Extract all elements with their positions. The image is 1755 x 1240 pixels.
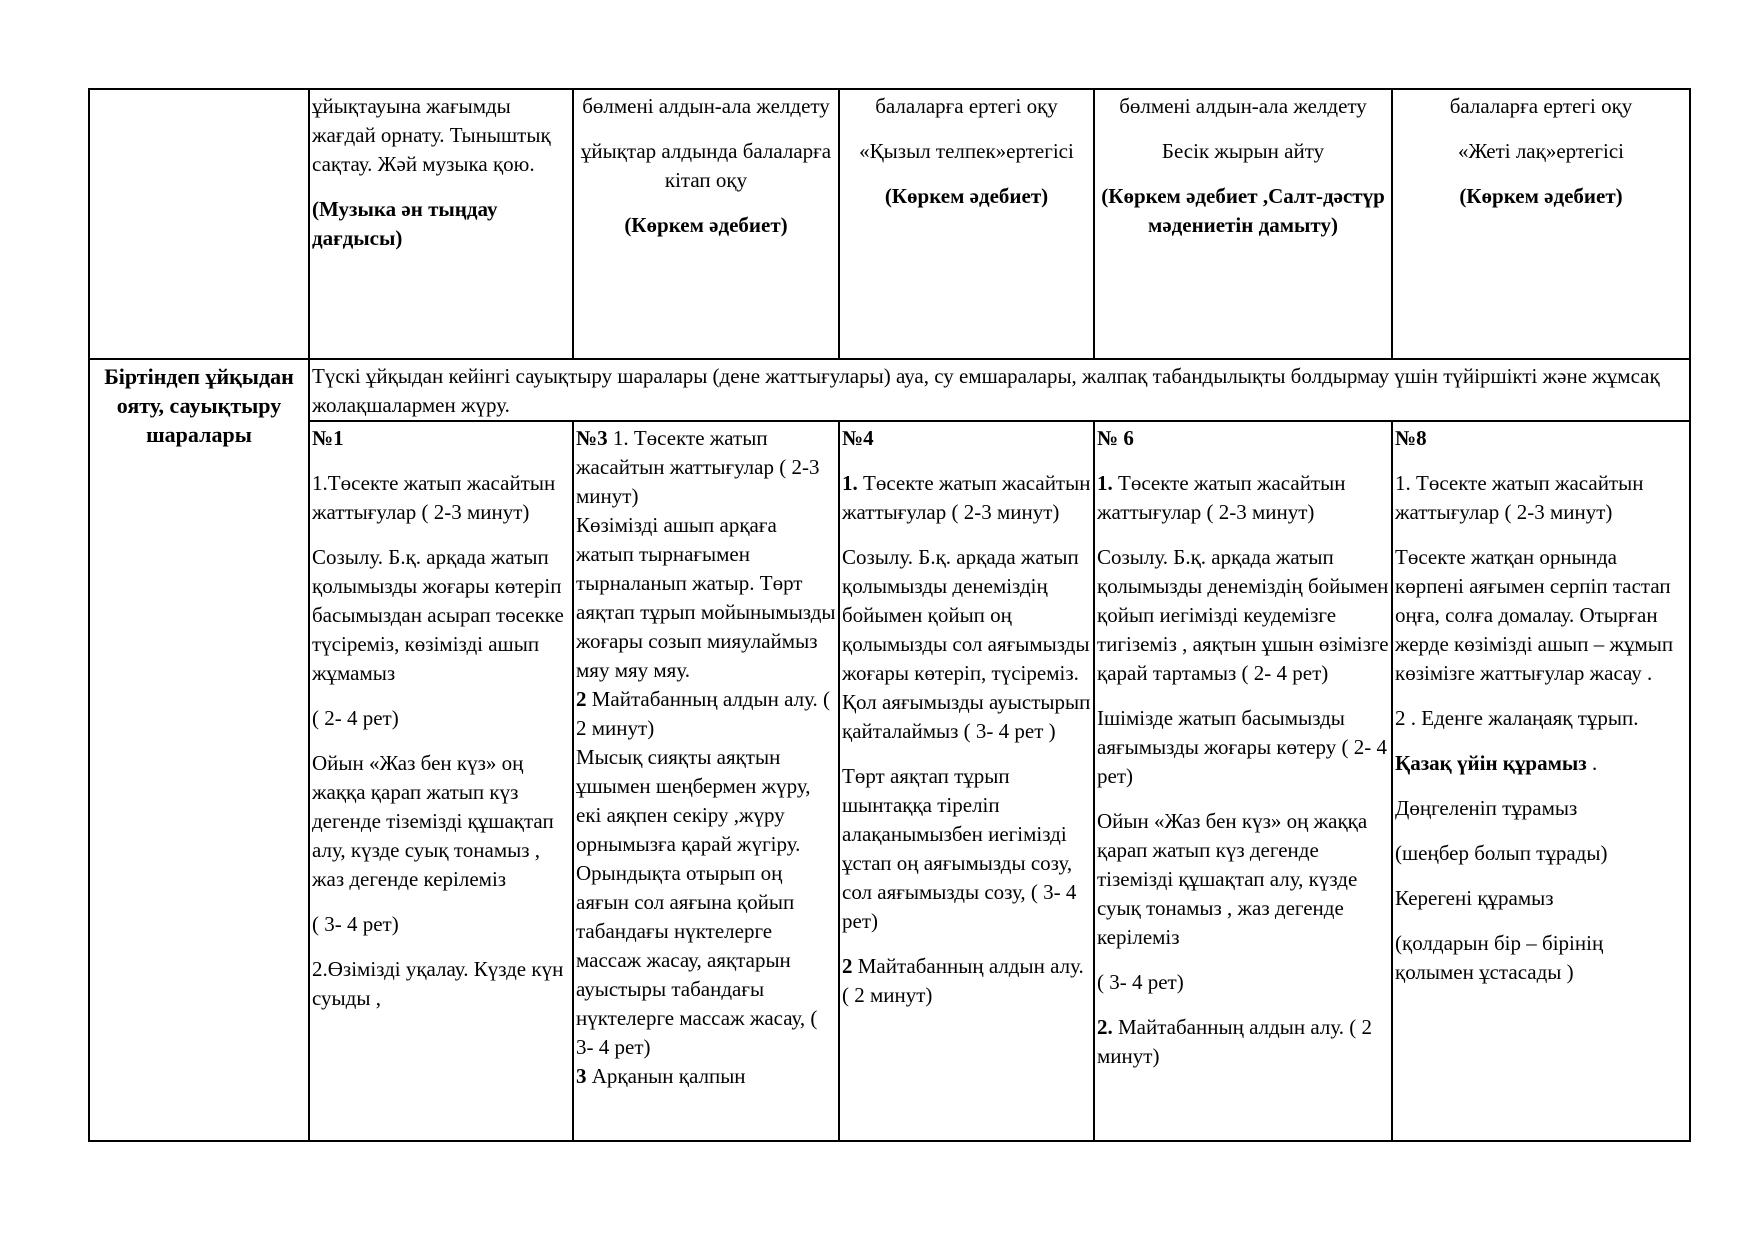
thu-sleep-bold: (Көркем әдебиет ,Салт-дәстүр мәдениетін дамыту) bbox=[1101, 184, 1385, 237]
section-intro: Түскі ұйқыдан кейінгі сауықтыру шаралары (дене жаттығулары) ауа, су емшаралары, жалпақ табандылықты болдырмау үшін түйіршікті және жұмсақ жолақшалармен жүру. bbox=[312, 364, 1660, 417]
thu-p1: Төсекте жатып жасайтын жаттығулар ( 2-3 минут) bbox=[1097, 471, 1346, 524]
tue-sleep-cell bbox=[573, 89, 839, 359]
sleep-prep-row bbox=[89, 89, 1690, 359]
section-label-cell bbox=[89, 359, 309, 1141]
fri-p7: Керегені құрамыз bbox=[1395, 886, 1554, 910]
thu-wellness-cell bbox=[1094, 421, 1392, 1141]
tue-n2: 2 bbox=[576, 687, 587, 711]
thu-block2 bbox=[1097, 1013, 1389, 1071]
fri-block-bold bbox=[1395, 749, 1687, 778]
tue-sleep-bold: (Көркем әдебиет) bbox=[624, 213, 788, 237]
wed-p3: Төрт аяқтап тұрып шынтаққа тіреліп алақанымызбен иегімізді ұстап оң аяғымызды созу, сол аяғымызды созу, ( 3- 4 рет) bbox=[842, 764, 1077, 933]
wed-sleep-line2: «Қызыл телпек»ертегісі bbox=[859, 139, 1074, 163]
fri-sleep-bold: (Көркем әдебиет) bbox=[1459, 184, 1623, 208]
tue-block1 bbox=[576, 424, 836, 511]
wed-n2: 2 bbox=[842, 954, 853, 978]
thu-p3: Ішімізде жатып басымызды аяғымызды жоғары көтеру ( 2- 4 рет) bbox=[1097, 706, 1388, 788]
mon-p6: 2.Өзімізді уқалау. Күзде күн суыды , bbox=[312, 957, 564, 1010]
fri-bold-tail: . bbox=[1586, 751, 1598, 775]
wed-sleep-bold: (Көркем әдебиет) bbox=[884, 184, 1049, 208]
section-intro-cell bbox=[309, 359, 1690, 421]
tue-block3 bbox=[576, 1062, 836, 1091]
mon-sleep-text: ұйықтауына жағымды жағдай орнату. Тыныштық сақтау. Жәй музыка қою. bbox=[312, 94, 551, 176]
thu-sleep-line1: бөлмені алдын-ала желдету bbox=[1119, 94, 1367, 118]
tue-s2: Көзімізді ашып арқаға жатып тырнағымен тырналанып жатыр. Төрт аяқтап тұрып мойынымызды жоғары созып мияулаймыз мяу мяу мяу. bbox=[576, 513, 836, 682]
thu-sleep-cell bbox=[1094, 89, 1392, 359]
mon-sleep-bold: (Музыка ән тыңдау дағдысы) bbox=[312, 197, 498, 250]
mon-p1: 1.Төсекте жатып жасайтын жаттығулар ( 2-3 минут) bbox=[312, 471, 556, 524]
wed-p4: Майтабанның алдын алу. ( 2 минут) bbox=[842, 954, 1084, 1007]
tue-s6: Арқанын қалпын bbox=[586, 1064, 746, 1088]
wed-p2: Созылу. Б.қ. арқада жатып қолымызды денеміздің бойымен қойып оң қолымызды сол аяғымызды жоғары көтеріп, түсіреміз. Қол аяғымызды ауыстырып қайталаймыз ( 3- 4 рет ) bbox=[842, 545, 1091, 743]
thu-sleep-line2: Бесік жырын айту bbox=[1161, 139, 1325, 163]
fri-number: №8 bbox=[1395, 426, 1427, 450]
fri-sleep-line2: «Жеті лақ»ертегісі bbox=[1458, 139, 1624, 163]
thu-p6: Майтабанның алдын алу. ( 2 минут) bbox=[1097, 1015, 1372, 1068]
wed-wellness-cell bbox=[839, 421, 1094, 1141]
tue-number: №3 bbox=[576, 426, 608, 450]
tue-block2 bbox=[576, 685, 836, 743]
mon-p5: ( 3- 4 рет) bbox=[312, 912, 399, 936]
tue-s3: Майтабанның алдын алу. ( 2 минут) bbox=[576, 687, 830, 740]
tue-sleep-line1: бөлмені алдын-ала желдету bbox=[582, 94, 830, 118]
fri-p2: Төсекте жатқан орнында көрпені аяғымен серпіп тастап оңға, солға домалау. Отырған жерде көзімізді ашып – жұмып көзімізге жаттығулар жасау . bbox=[1395, 545, 1674, 685]
wed-number: №4 bbox=[842, 426, 874, 450]
thu-p2: Созылу. Б.қ. арқада жатып қолымызды денеміздің бойымен қойып иегімізді кеудемізге тигіземіз , аяқтын ұшын өзімізге қарай тартамыз ( 2- 4 рет) bbox=[1097, 545, 1389, 685]
wed-n1: 1. bbox=[842, 471, 858, 495]
fri-bold: Қазақ үйін құрамыз bbox=[1395, 751, 1587, 775]
wellness-detail-row bbox=[89, 421, 1690, 1141]
thu-n1: 1. bbox=[1097, 471, 1113, 495]
tue-wellness-cell bbox=[573, 421, 839, 1141]
section-label: Біртіндеп ұйқыдан ояту, сауықтыру шаралары bbox=[104, 364, 294, 447]
tue-n3: 3 bbox=[576, 1064, 587, 1088]
fri-p6: (шеңбер болып тұрады) bbox=[1395, 841, 1608, 865]
fri-p8: (қолдарын бір – бірінің қолымен ұстасады ) bbox=[1395, 931, 1604, 984]
mon-p3: ( 2- 4 рет) bbox=[312, 706, 399, 730]
mon-sleep-cell bbox=[309, 89, 573, 359]
thu-p4: Ойын «Жаз бен күз» оң жаққа қарап жатып күз дегенде тіземізді құшақтап алу, күзде суық тонамыз , жаз дегенде керілеміз bbox=[1097, 809, 1368, 949]
mon-p4: Ойын «Жаз бен күз» оң жаққа қарап жатып күз дегенде тіземізді құшақтап алу, күзде суық тонамыз , жаз дегенде керілеміз bbox=[312, 751, 554, 891]
thu-n2: 2. bbox=[1097, 1015, 1113, 1039]
fri-p5: Дөңгеленіп тұрамыз bbox=[1395, 796, 1578, 820]
tue-s4: Мысық сияқты аяқтын ұшымен шеңбермен жүру, екі аяқпен секіру ,жүру орнымызға қарай жүгіру. bbox=[576, 745, 811, 856]
wed-p1: Төсекте жатып жасайтын жаттығулар ( 2-3 минут) bbox=[842, 471, 1091, 524]
thu-number: № 6 bbox=[1097, 426, 1134, 450]
fri-sleep-line1: балаларға ертегі оқу bbox=[1449, 94, 1633, 118]
wed-sleep-line1: балаларға ертегі оқу bbox=[875, 94, 1058, 118]
fri-p3: 2 . Еденге жалаңаяқ тұрып. bbox=[1395, 706, 1639, 730]
tue-s5: Орындықта отырып оң аяғын сол аяғына қойып табандағы нүктелерге массаж жасау, аяқтарын ауыстыры табандағы нүктелерге массаж жасау, ( 3- 4 рет) bbox=[576, 861, 818, 1059]
mon-p2: Созылу. Б.қ. арқада жатып қолымызды жоғары көтеріп басымыздан асырап төсекке түсіреміз, көзімізді ашып жұмамыз bbox=[312, 545, 564, 685]
thu-p5: ( 3- 4 рет) bbox=[1097, 970, 1184, 994]
wed-block2 bbox=[842, 952, 1091, 1010]
thu-block1 bbox=[1097, 469, 1389, 527]
wed-sleep-cell bbox=[839, 89, 1094, 359]
fri-p1: 1. Төсекте жатып жасайтын жаттығулар ( 2-3 минут) bbox=[1395, 471, 1644, 524]
empty-label-cell bbox=[89, 89, 309, 359]
mon-wellness-cell bbox=[309, 421, 573, 1141]
tue-sleep-line2: ұйықтар алдында балаларға кітап оқу bbox=[580, 139, 832, 192]
tue-s1: 1. Төсекте жатып жасайтын жаттығулар ( 2-3 минут) bbox=[576, 426, 820, 508]
mon-number: №1 bbox=[312, 426, 344, 450]
wellness-intro-row bbox=[89, 359, 1690, 421]
schedule-table bbox=[88, 88, 1691, 1142]
fri-sleep-cell bbox=[1392, 89, 1690, 359]
wed-block1 bbox=[842, 469, 1091, 527]
fri-wellness-cell bbox=[1392, 421, 1690, 1141]
